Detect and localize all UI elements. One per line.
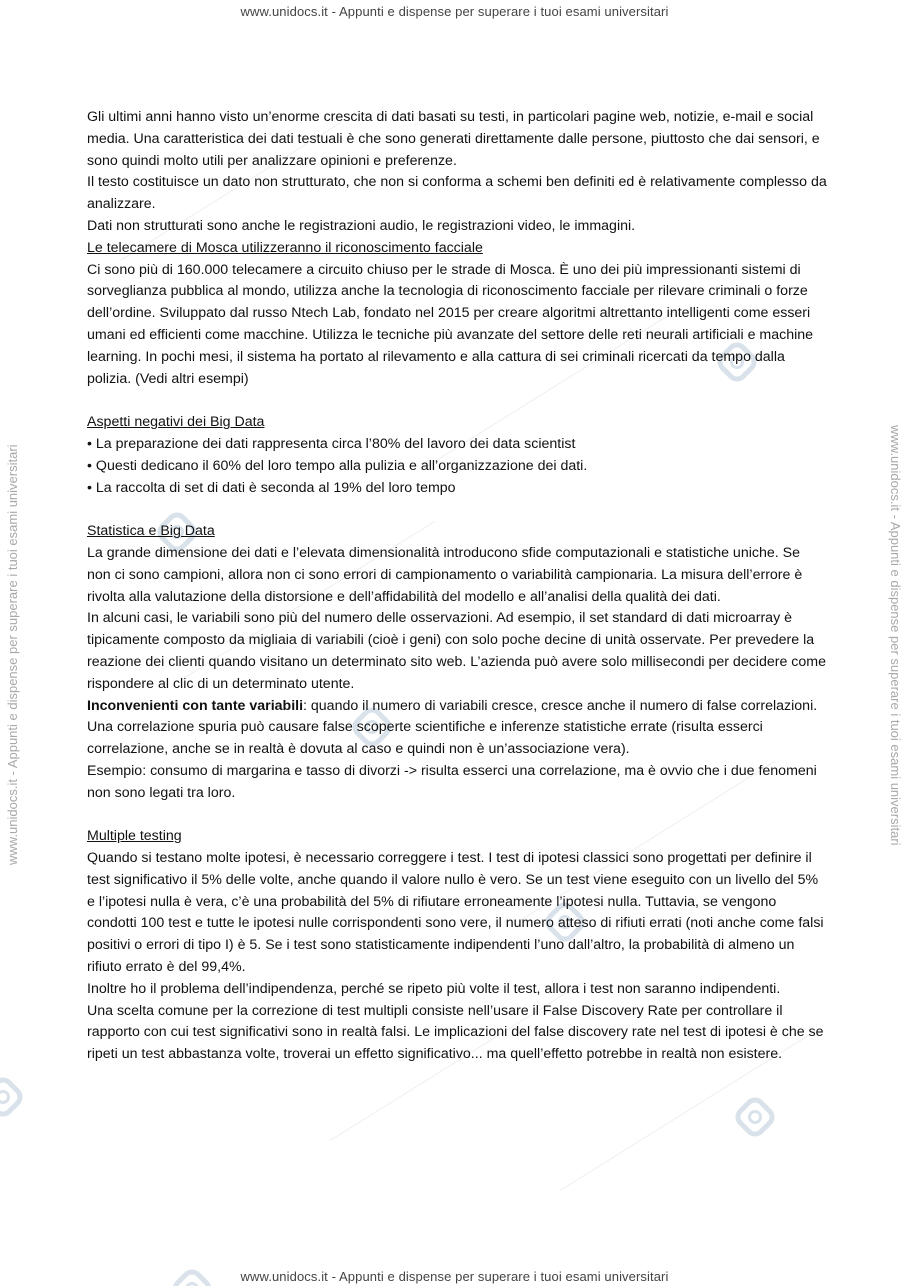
section-heading-negatives: Aspetti negativi dei Big Data bbox=[87, 414, 265, 431]
section-heading-multiple-testing: Multiple testing bbox=[87, 828, 182, 845]
intro-paragraph: Il testo costituisce un dato non strutturato, che non si conforma a schemi ben definiti ed è relativamente complesso da analizzare. bbox=[87, 174, 827, 213]
list-item: • La raccolta di set di dati è seconda al 19% del loro tempo bbox=[87, 478, 827, 500]
list-item: • La preparazione dei dati rappresenta circa l’80% del lavoro dei data scientist bbox=[87, 434, 827, 456]
statistics-paragraph: Esempio: consumo di margarina e tasso di divorzi -> risulta esserci una correlazione, ma è ovvio che i due fenomeni non sono legati tra loro. bbox=[87, 762, 817, 801]
statistics-paragraph: La grande dimensione dei dati e l’elevata dimensionalità introducono sfide computazionali e statistiche uniche. Se non ci sono campioni, allora non ci sono errori di campionamento o variabilità campionaria. La misura dell’errore è rivolta alla valutazione della distorsione e dell’affidabilità del modello e all’analisi della qualità dei dati. bbox=[87, 544, 803, 605]
spacer bbox=[87, 390, 827, 412]
spacer bbox=[87, 805, 827, 827]
list-item: • Questi dedicano il 60% del loro tempo alla pulizia e all’organizzazione dei dati. bbox=[87, 456, 827, 478]
multiple-testing-paragraph: Una scelta comune per la correzione di test multipli consiste nell’usare il False Discovery Rate per controllare il rapporto con cui test significativi sono in realtà falsi. Le implicazioni del false discovery rate nel test di ipotesi è che se ripeti un test abbastanza volte, troverai un effetto significativo... ma quell’effetto potrebbe in realtà non esistere. bbox=[87, 1002, 824, 1063]
negatives-list bbox=[87, 434, 827, 499]
statistics-paragraph bbox=[87, 696, 827, 761]
intro-paragraph: Gli ultimi anni hanno visto un’enorme crescita di dati basati su testi, in particolari pagine web, notizie, e-mail e social media. Una caratteristica dei dati testuali è che sono generati direttamente dalle persone, piuttosto che dai sensori, e sono quindi molto utili per analizzare opinioni e preferenze. bbox=[87, 109, 820, 169]
moscow-paragraph: Ci sono più di 160.000 telecamere a circuito chiuso per le strade di Mosca. È uno dei più impressionanti sistemi di sorveglianza pubblica al mondo, utilizza anche la tecnologia di riconoscimento facciale per rilevare criminali o forze dell’ordine. Sviluppato dal russo Ntech Lab, fondato nel 2015 per creare algoritmi altrettanto intelligenti come esseri umani ed efficienti come macchine. Utilizza le tecniche più avanzate del settore delle reti neurali artificiali e machine learning. In pochi mesi, il sistema ha portato al rilevamento e alla cattura di sei criminali ricercati da tempo dalla polizia. (Vedi altri esempi) bbox=[87, 261, 814, 387]
multiple-testing-paragraph: Quando si testano molte ipotesi, è necessario correggere i test. I test di ipotesi classici sono progettati per definire il test significativo il 5% delle volte, anche quando il valore nullo è vero. Se un test viene eseguito con un livello del 5% e l’ipotesi nulla è vera, c’è una probabilità del 5% di rifiutare erroneamente l’ipotesi nulla. Tuttavia, se vengono condotti 100 test e tutte le ipotesi nulle corrispondenti sono vere, il numero atteso di rifiuti errati (noti anche come falsi positivi o errori di tipo I) è 5. Se i test sono statisticamente indipendenti l’uno dall’altro, la probabilità di almeno un rifiuto errato è del 99,4%. bbox=[87, 850, 824, 976]
section-heading-statistics: Statistica e Big Data bbox=[87, 523, 215, 540]
watermark-logo-icon bbox=[0, 1073, 27, 1121]
multiple-testing-paragraph: Inoltre ho il problema dell’indipendenza, perché se ripeto più volte il test, allora i test non saranno indipendenti. bbox=[87, 980, 781, 997]
section-heading-moscow: Le telecamere di Mosca utilizzeranno il riconoscimento facciale bbox=[87, 239, 483, 256]
right-side-watermark: www.unidocs.it - Appunti e dispense per superare i tuoi esami universitari bbox=[888, 425, 903, 846]
footer-watermark: www.unidocs.it - Appunti e dispense per superare i tuoi esami universitari bbox=[240, 1269, 669, 1284]
bold-term: Inconvenienti con tante variabili bbox=[87, 697, 304, 714]
watermark-logo-icon bbox=[731, 1093, 779, 1141]
paragraph-text: : quando il numero di variabili cresce, cresce anche il numero di false correlazioni. Una correlazione spuria può causare false scoperte scientifiche e inferenze statistiche errate (risulta esserci correlazione, anche se in realtà è dovuta al caso e quindi non è un’associazione vera). bbox=[87, 697, 818, 758]
statistics-paragraph: In alcuni casi, le variabili sono più del numero delle osservazioni. Ad esempio, il set standard di dati microarray è tipicamente composto da migliaia di variabili (cioè i geni) con solo poche decine di unità osservate. Per prevedere la reazione dei clienti quando visitano un determinato sito web. L’azienda può avere solo millisecondi per decidere come rispondere al clic di un determinato utente. bbox=[87, 610, 826, 692]
spacer bbox=[87, 499, 827, 521]
left-side-watermark: www.unidocs.it - Appunti e dispense per superare i tuoi esami universitari bbox=[5, 444, 20, 865]
document-body bbox=[87, 107, 827, 1066]
intro-paragraph: Dati non strutturati sono anche le registrazioni audio, le registrazioni video, le immagini. bbox=[87, 217, 636, 234]
header-watermark: www.unidocs.it - Appunti e dispense per superare i tuoi esami universitari bbox=[240, 4, 669, 19]
